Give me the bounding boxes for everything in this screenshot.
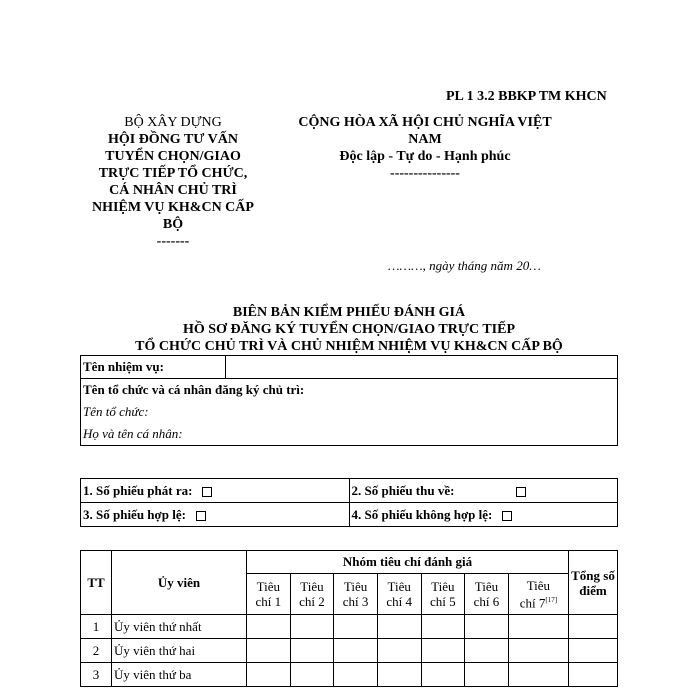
ballots-valid-label: 3. Số phiếu hợp lệ: — [83, 506, 186, 522]
council-line: CÁ NHÂN CHỦ TRÌ — [109, 183, 237, 198]
ballots-invalid-cell[interactable] — [349, 503, 618, 527]
criterion-word: Tiêu — [431, 579, 455, 594]
criterion-header — [247, 574, 291, 615]
row-number: 1 — [81, 615, 112, 639]
member-name: Ủy viên thứ hai — [112, 639, 247, 663]
score-cell[interactable] — [508, 663, 568, 687]
council-line: NHIỆM VỤ KH&CN CẤP — [92, 200, 254, 215]
row-number: 2 — [81, 639, 112, 663]
member-name: Ủy viên thứ ba — [112, 663, 247, 687]
criterion-header — [421, 574, 465, 615]
council-line: TRỰC TIẾP TỔ CHỨC, — [98, 166, 248, 181]
checkbox-icon[interactable] — [502, 511, 512, 521]
ballot-count-table — [80, 478, 618, 527]
total-cell[interactable] — [569, 639, 618, 663]
criterion-number: chí 2 — [299, 594, 325, 609]
score-cell[interactable] — [334, 615, 378, 639]
ballots-issued-label: 1. Số phiếu phát ra: — [83, 482, 193, 498]
criterion-header — [508, 574, 568, 615]
task-name-label: Tên nhiệm vụ: — [81, 356, 226, 379]
ballots-valid-cell[interactable] — [81, 503, 350, 527]
score-cell[interactable] — [377, 615, 421, 639]
council-line: HỘI ĐỒNG TƯ VẤN — [107, 132, 239, 147]
checkbox-icon[interactable] — [196, 511, 206, 521]
person-name-label[interactable]: Họ và tên cá nhân: — [81, 423, 618, 446]
score-cell[interactable] — [247, 663, 291, 687]
council-line: TUYỂN CHỌN/GIAO — [105, 149, 241, 164]
footnote-ref[interactable]: [17] — [545, 595, 558, 604]
criterion-word: Tiêu — [526, 577, 551, 593]
date-line: ………, ngày tháng năm 20… — [388, 258, 541, 273]
table-row — [81, 615, 618, 639]
criterion-header — [377, 574, 421, 615]
criterion-word: Tiêu — [256, 579, 280, 594]
criterion-word: Tiêu — [474, 579, 499, 594]
form-reference: PL 1 3.2 BBKP TM KHCN — [446, 89, 607, 104]
header-divider: ------- — [156, 234, 190, 249]
score-cell[interactable] — [465, 615, 509, 639]
score-cell[interactable] — [334, 639, 378, 663]
score-cell[interactable] — [290, 615, 334, 639]
task-name-field[interactable] — [226, 356, 618, 379]
national-header — [286, 114, 564, 182]
criterion-number: chí 7 — [519, 595, 546, 611]
criterion-word: Tiêu — [300, 579, 324, 594]
title-line: HỒ SƠ ĐĂNG KÝ TUYỂN CHỌN/GIAO TRỰC TIẾP — [182, 322, 516, 337]
criterion-word: Tiêu — [387, 579, 411, 594]
criterion-number: chí 6 — [473, 594, 500, 609]
score-cell[interactable] — [290, 639, 334, 663]
score-cell[interactable] — [334, 663, 378, 687]
criterion-header — [465, 574, 509, 615]
checkbox-icon[interactable] — [516, 487, 526, 497]
ballots-issued-cell[interactable] — [81, 479, 350, 503]
checkbox-icon[interactable] — [202, 487, 212, 497]
national-motto: Độc lập - Tự do - Hạnh phúc — [339, 149, 511, 164]
criterion-header — [334, 574, 378, 615]
ballots-returned-cell[interactable] — [349, 479, 618, 503]
score-cell[interactable] — [421, 663, 465, 687]
title-line: TỔ CHỨC CHỦ TRÌ VÀ CHỦ NHIỆM NHIỆM VỤ KH&CN CẤP BỘ — [135, 339, 563, 354]
org-person-label: Tên tổ chức và cá nhân đăng ký chủ trì: — [81, 379, 618, 402]
criterion-number: chí 5 — [429, 594, 456, 609]
score-cell[interactable] — [465, 663, 509, 687]
ministry-name: BỘ XÂY DỰNG — [124, 115, 222, 130]
criterion-word: Tiêu — [343, 579, 368, 594]
issuing-authority — [80, 114, 266, 250]
score-cell[interactable] — [421, 615, 465, 639]
total-score-header — [569, 551, 618, 615]
ballots-invalid-label: 4. Số phiếu không hợp lệ: — [351, 506, 493, 522]
criterion-number: chí 1 — [255, 594, 282, 609]
score-cell[interactable] — [465, 639, 509, 663]
title-line: BIÊN BẢN KIỂM PHIẾU ĐÁNH GIÁ — [232, 305, 466, 320]
score-cell[interactable] — [508, 639, 568, 663]
total-cell[interactable] — [569, 615, 618, 639]
score-cell[interactable] — [421, 639, 465, 663]
score-cell[interactable] — [508, 615, 568, 639]
score-cell[interactable] — [247, 615, 291, 639]
table-row — [81, 639, 618, 663]
score-cell[interactable] — [247, 639, 291, 663]
score-cell[interactable] — [377, 639, 421, 663]
header-divider: --------------- — [390, 166, 460, 181]
country-name-line: NAM — [408, 132, 442, 147]
member-header: Ủy viên — [112, 551, 247, 615]
criterion-number: chí 4 — [386, 594, 412, 609]
table-row — [81, 663, 618, 687]
total-header-line: Tổng số — [571, 567, 615, 583]
criterion-number: chí 3 — [342, 594, 369, 609]
score-table — [80, 550, 618, 687]
document-title — [80, 304, 618, 355]
member-name: Ủy viên thứ nhất — [112, 615, 247, 639]
council-line: BỘ — [162, 217, 184, 232]
task-info-table — [80, 355, 618, 446]
row-number: 3 — [81, 663, 112, 687]
total-cell[interactable] — [569, 663, 618, 687]
score-cell[interactable] — [290, 663, 334, 687]
tt-header: TT — [81, 551, 112, 615]
criterion-header — [290, 574, 334, 615]
criteria-group-header: Nhóm tiêu chí đánh giá — [247, 551, 569, 574]
org-name-label[interactable]: Tên tổ chức: — [81, 401, 618, 423]
score-cell[interactable] — [377, 663, 421, 687]
total-header-line: điểm — [579, 582, 607, 598]
country-name-line: CỘNG HÒA XÃ HỘI CHỦ NGHĨA VIỆT — [298, 115, 552, 130]
ballots-returned-label: 2. Số phiếu thu về: — [351, 482, 455, 498]
